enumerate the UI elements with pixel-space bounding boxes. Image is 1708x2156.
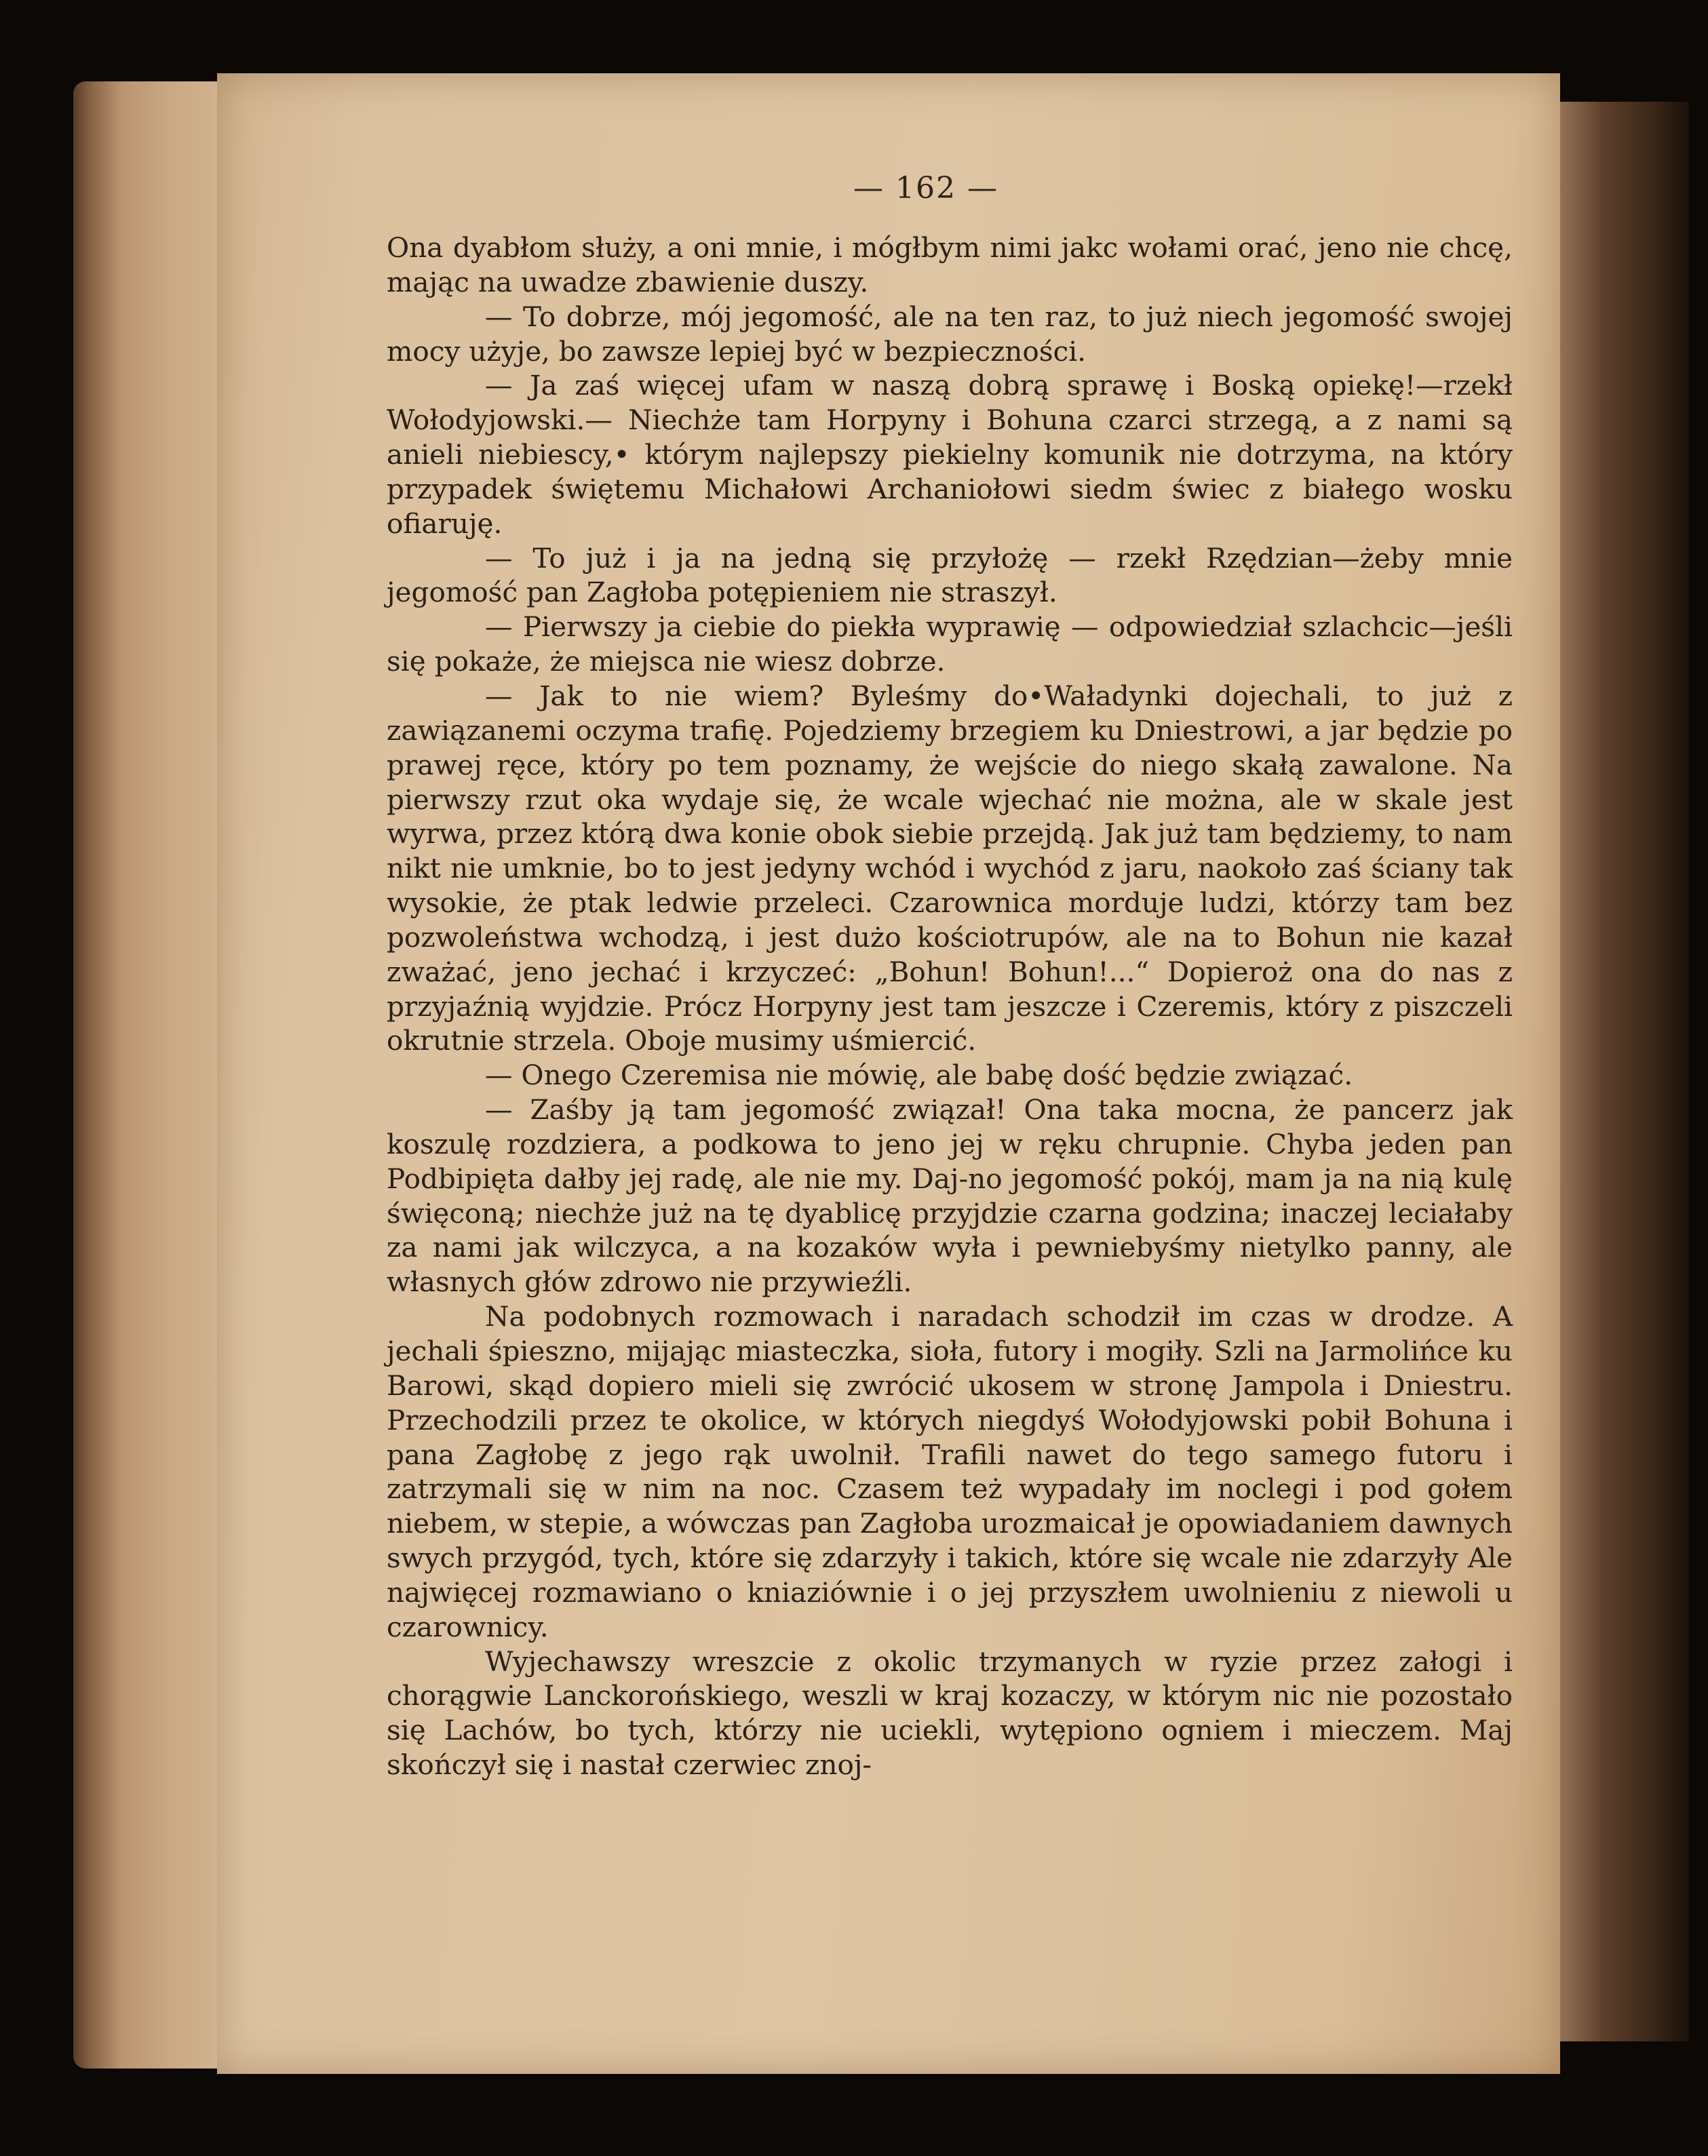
paragraph-3: — Ja zaś więcej ufam w naszą dobrą sprawę i Boską opiekę!—rzekł Wołodyjowski.— Niechże tam Horpyny i Bohuna czarci strzegą, a z nami są anieli niebiescy,• którym najlepszy piekielny komunik nie dotrzyma, na który przypadek świętemu Michałowi Archaniołowi siedm świec z białego wosku ofiaruję. <box>387 369 1513 540</box>
body-text <box>387 231 1513 1782</box>
paragraph-1: Ona dyabłom służy, a oni mnie, i mógłbym nimi jakc wołami orać, jeno nie chcę, mając na uwadze zbawienie duszy. <box>387 231 1513 298</box>
paragraph-2: — To dobrze, mój jegomość, ale na ten raz, to już niech jegomość swojej mocy użyje, bo zawsze lepiej być w bezpieczności. <box>387 300 1513 368</box>
paragraph-4: — To już i ja na jedną się przyłożę — rzekł Rzędzian—żeby mnie jegomość pan Zagłoba potępieniem nie straszył. <box>387 541 1513 609</box>
paragraph-6: — Jak to nie wiem? Byleśmy do•Waładynki dojechali, to już z zawiązanemi oczyma trafię. Pojedziemy brzegiem ku Dniestrowi, a jar będzie po prawej ręce, który po tem poznamy, że wejście do niego skałą zawalone. Na pierwszy rzut oka wydaje się, że wcale wjechać nie można, ale w skale jest wyrwa, przez którą dwa konie obok siebie przejdą. Jak już tam będziemy, to nam nikt nie umknie, bo to jest jedyny wchód i wychód z jaru, naokoło zaś ściany tak wysokie, że ptak ledwie przeleci. Czarownica morduje ludzi, którzy tam bez pozwoleństwa wchodzą, i jest dużo kościotrupów, ale na to Bohun nie kazał zważać, jeno jechać i krzyczeć: „Bohun! Bohun!...“ Dopieroż ona do nas z przyjaźnią wyjdzie. Prócz Horpyny jest tam jeszcze i Czeremis, który z piszczeli okrutnie strzela. Oboje musimy uśmiercić. <box>387 679 1513 1057</box>
paragraph-10: Wyjechawszy wreszcie z okolic trzymanych w ryzie przez załogi i chorągwie Lanckorońskiego, weszli w kraj kozaczy, w którym nic nie pozostało się Lachów, bo tych, którzy nie uciekli, wytępiono ogniem i mieczem. Maj skończył się i nastał czerwiec znoj- <box>387 1645 1513 1782</box>
paragraph-8: — Zaśby ją tam jegomość związał! Ona taka mocna, że pancerz jak koszulę rozdziera, a podkowa to jeno jej w ręku chrupnie. Chyba jeden pan Podbipięta dałby jej radę, ale nie my. Daj-no jegomość pokój, mam ja na nią kulę święconą; niechże już na tę dyablicę przyjdzie czarna godzina; inaczej leciałaby za nami jak wilczyca, a na kozaków wyła i pewniebyśmy nietylko panny, ale własnych głów zdrowo nie przywieźli. <box>387 1093 1513 1299</box>
paragraph-7: — Onego Czeremisa nie mówię, ale babę dość będzie związać. <box>485 1059 1353 1092</box>
book-spine-shadow <box>1547 102 1689 2041</box>
left-page-edges <box>73 81 229 2069</box>
paragraph-5: — Pierwszy ja ciebie do piekła wyprawię — odpowiedział szlachcic—jeśli się pokaże, że miejsca nie wiesz dobrze. <box>387 610 1513 678</box>
paragraph-9: Na podobnych rozmowach i naradach schodził im czas w drodze. A jechali śpieszno, mijając miasteczka, sioła, futory i mogiły. Szli na Jarmolińce ku Barowi, skąd dopiero mieli się zwrócić ukosem w stronę Jampola i Dniestru. Przechodzili przez te okolice, w których niegdyś Wołodyjowski pobił Bohuna i pana Zagłobę z jego rąk uwolnił. Trafili nawet do tego samego futoru i zatrzymali się w nim na noc. Czasem też wypadały im noclegi i pod gołem niebem, w stepie, a wówczas pan Zagłoba urozmaicał je opowiadaniem dawnych swych przygód, tych, które się zdarzyły i takich, które się wcale nie zdarzyły Ale najwięcej rozmawiano o kniaziównie i o jej przyszłem uwolnieniu z niewoli u czarownicy. <box>387 1300 1513 1643</box>
page-number: — 162 — <box>853 171 998 205</box>
